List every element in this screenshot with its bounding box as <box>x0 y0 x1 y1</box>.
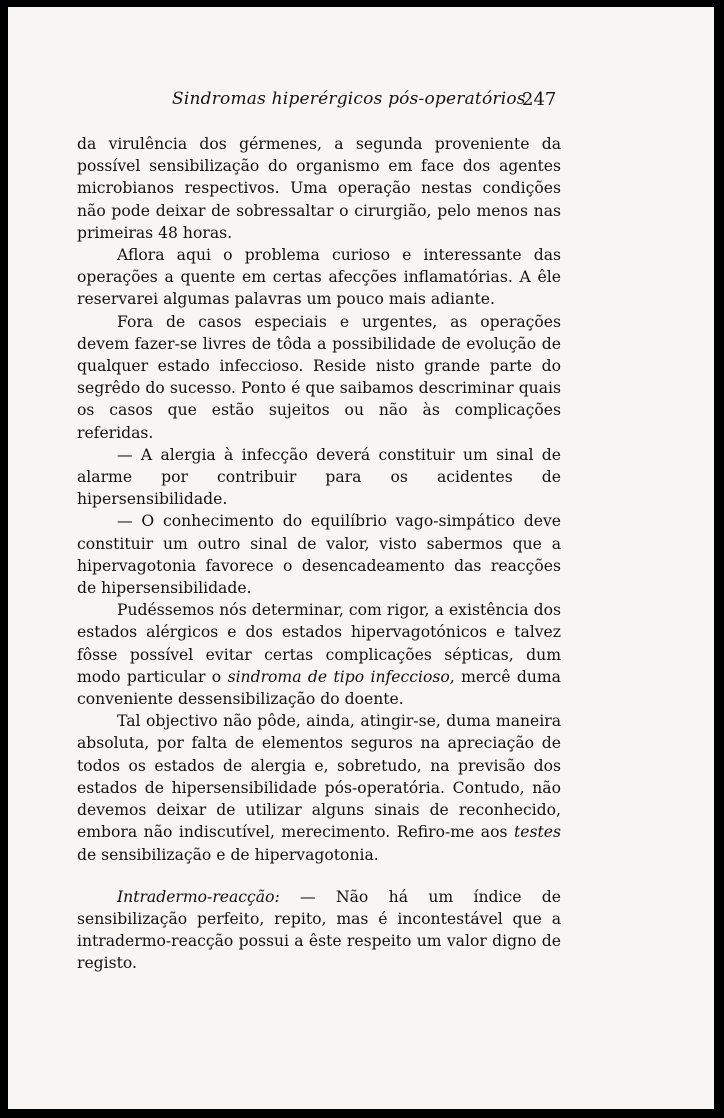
paragraph-7-text-b: de sensibilização e de hipervagotonia. <box>77 845 379 864</box>
body-text <box>77 133 561 975</box>
paragraph-8 <box>77 886 561 975</box>
paragraph-6 <box>77 599 561 710</box>
paragraph-6-text-a: Pudéssemos nós determinar, com rigor, a existência dos estados alérgicos e dos estados hipervagotónicos e talvez fôsse possível evitar certas complicações sépticas, dum modo particular o <box>77 601 561 686</box>
paragraph-7-italic: testes <box>514 823 561 842</box>
paragraph-5: — O conhecimento do equilíbrio vago-simpático deve constituir um outro sinal de valor, visto sabermos que a hipervagotonia favorece o desencadeamento das reacções de hipersensibilidade. <box>77 512 561 598</box>
paragraph-6-text-b: , mercê duma conveniente dessensibilização do doente. <box>77 667 561 709</box>
paragraph-2: Aflora aqui o problema curioso e interessante das operações a quente em certas afecções inflamatórias. A êle reservarei algumas palavras um pouco mais adiante. <box>77 246 561 309</box>
paragraph-7 <box>77 710 561 865</box>
running-title: Sindromas hiperérgicos pós-operatórios <box>172 89 526 109</box>
page-header <box>8 89 714 119</box>
paragraph-1: da virulência dos gérmenes, a segunda proveniente da possível sensibilização do organismo em face dos agentes microbianos respectivos. Uma operação nestas condições não pode deixar de sobressaltar o cirurgião, pelo menos nas primeiras 48 horas. <box>77 135 561 242</box>
book-page <box>8 7 714 1109</box>
paragraph-8-text: — Não há um índice de sensibilização perfeito, repito, mas é incontestável que a intradermo-reacção possui a êste respeito um valor digno de registo. <box>77 887 561 973</box>
paragraph-4: — A alergia à infecção deverá constituir um sinal de alarme por contribuir para os acidentes de hipersensibilidade. <box>77 445 561 509</box>
paragraph-6-italic: sindroma de tipo infeccioso <box>227 667 450 686</box>
page-number: 247 <box>522 89 557 110</box>
paragraph-7-text-a: Tal objectivo não pôde, ainda, atingir-se, duma maneira absoluta, por falta de elementos seguros na apreciação de todos os estados de alergia e, sobretudo, na previsão dos estados de hipersensibilidade pós-operatória. Contudo, não devemos deixar de utilizar alguns sinais de reconhecido, embora não indiscutível, merecimento. Refiro-me aos <box>77 712 561 842</box>
paragraph-3: Fora de casos especiais e urgentes, as operações devem fazer-se livres de tôda a possibilidade de evolução de qualquer estado infeccioso. Reside nisto grande parte do segrêdo do sucesso. Ponto é que saibamos descriminar quais os casos que estão sujeitos ou não às complicações referidas. <box>77 312 561 442</box>
paragraph-8-italic: Intradermo-reacção: <box>117 887 280 906</box>
